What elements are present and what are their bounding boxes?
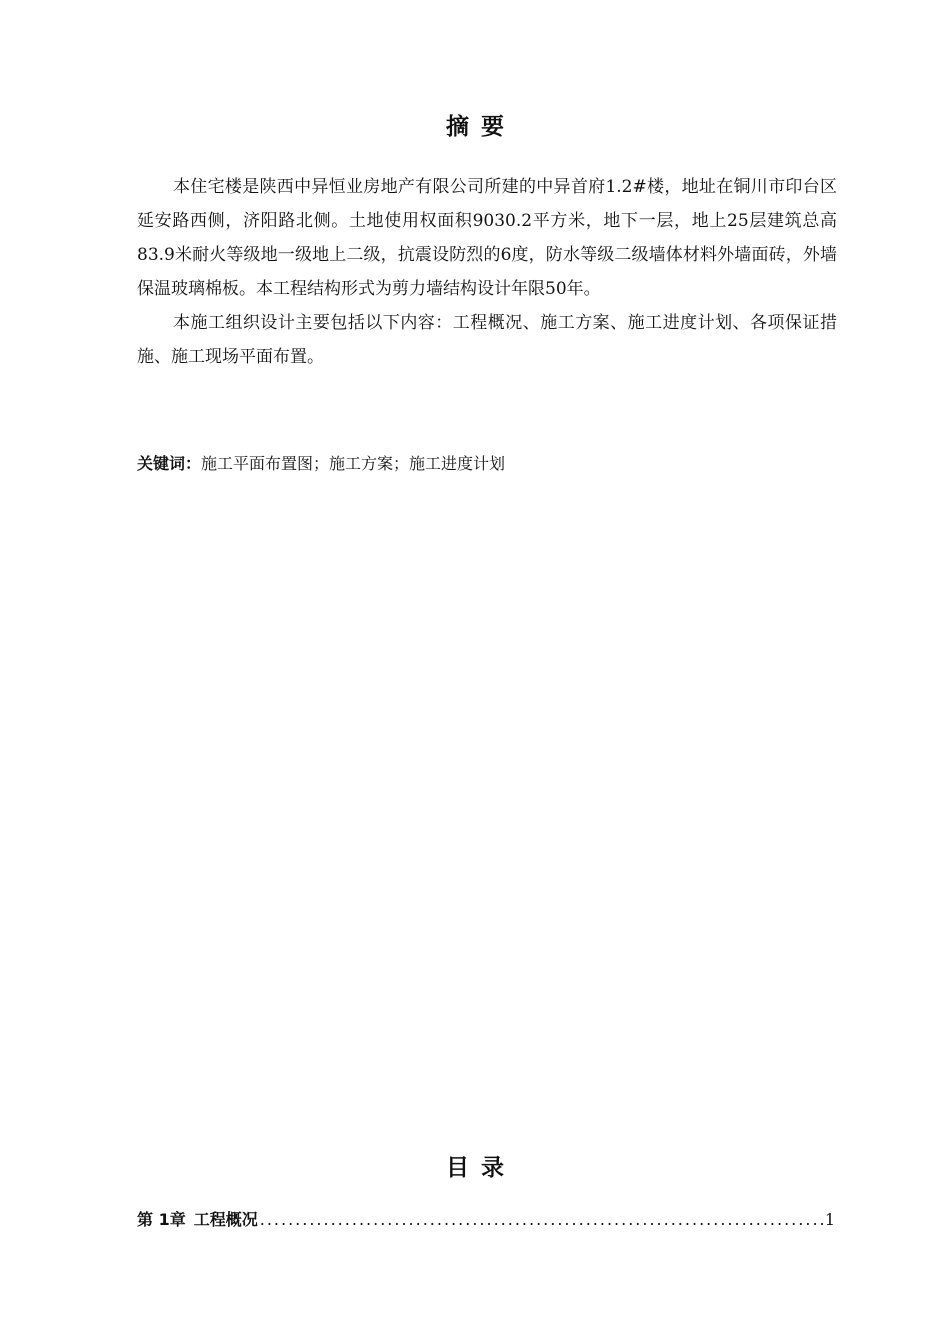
abstract-paragraph-1: 本住宅楼是陕西中异恒业房地产有限公司所建的中异首府1.2#楼，地址在铜川市印台区延安路西侧，济阳路北侧。土地使用权面积9030.2平方米，地下一层，地上25层建筑总高83.9米耐火等级地一级地上二级，抗震设防烈的6度，防水等级二级墙体材料外墙面砖，外墙保温玻璃棉板。本工程结构形式为剪力墙结构设计年限50年。: [137, 177, 837, 299]
toc-dot-leader: [260, 1205, 823, 1235]
toc-entry-page: 1: [824, 1210, 835, 1229]
abstract-title: 摘要: [446, 114, 516, 140]
keywords-text: 施工平面布置图；施工方案；施工进度计划: [201, 454, 506, 473]
toc-entry[interactable]: [137, 1205, 835, 1235]
keywords-line: [137, 449, 837, 479]
toc-entry-title: 工程概况: [193, 1210, 258, 1229]
toc-title: 目录: [446, 1155, 516, 1181]
keywords-label: 关键词：: [137, 454, 202, 473]
toc-entry-number: 第 1章: [137, 1210, 186, 1229]
abstract-body: [137, 170, 837, 374]
abstract-paragraph-2: 本施工组织设计主要包括以下内容：工程概况、施工方案、施工进度计划、各项保证措施、施工现场平面布置。: [137, 313, 837, 367]
